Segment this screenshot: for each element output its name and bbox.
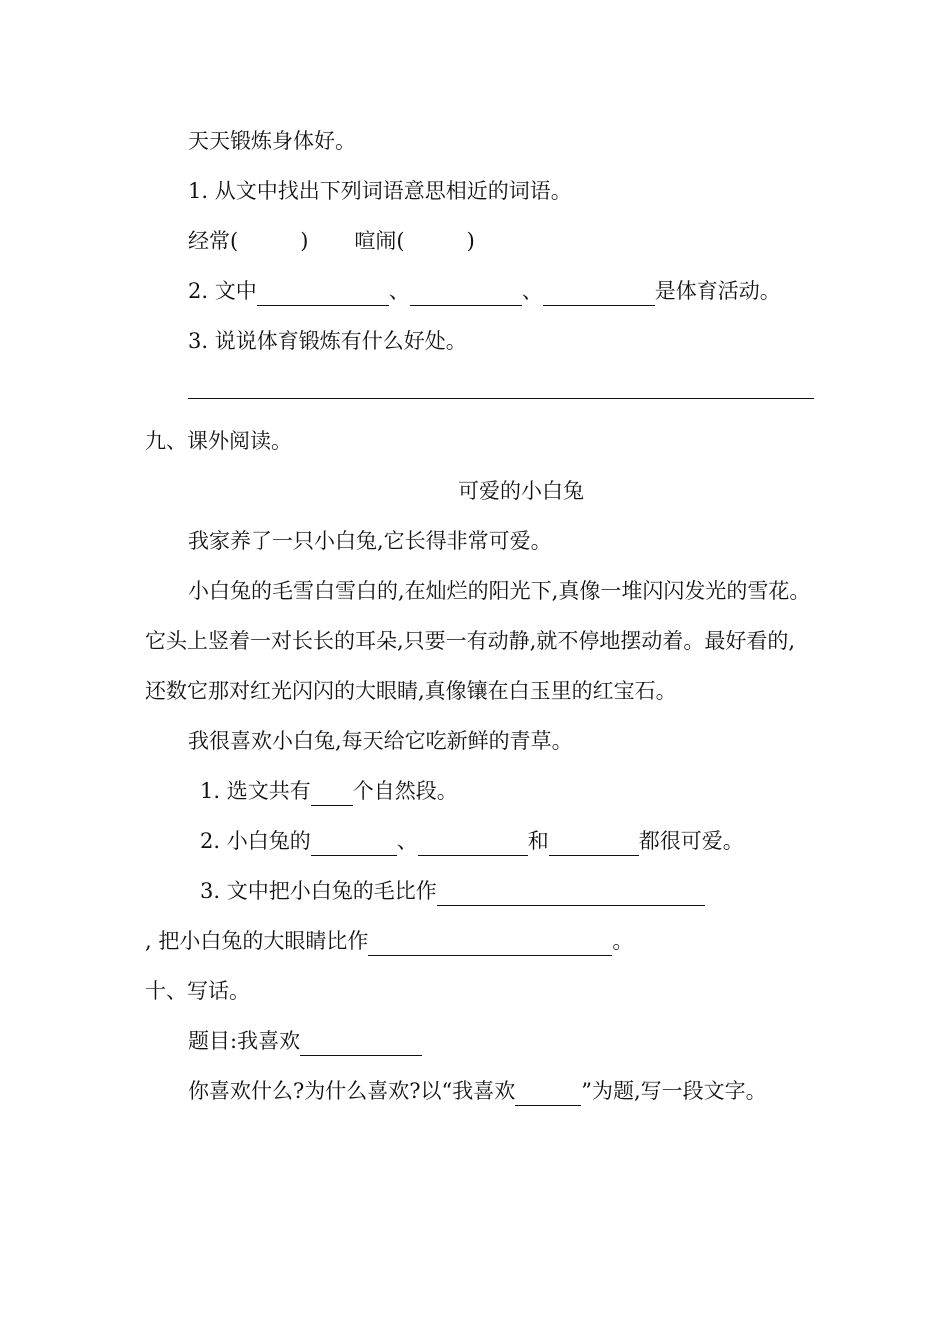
answer-blank[interactable]	[437, 883, 705, 906]
answer-blank[interactable]	[311, 833, 397, 856]
writing-prompt	[188, 1076, 767, 1106]
question-prefix: , 把小白兔的大眼睛比作	[145, 929, 369, 953]
passage-paragraph-2-line-2: 它头上竖着一对长长的耳朵,只要一有动静,就不停地摆动着。最好看的,	[145, 629, 796, 653]
answer-blank[interactable]	[300, 1033, 422, 1056]
question-8-3: 3. 说说体育锻炼有什么好处。	[188, 329, 467, 353]
section-10-heading: 十、写话。	[145, 979, 250, 1003]
word-jingchang: 经常(	[188, 229, 239, 253]
bracket-close: )	[300, 229, 309, 253]
question-suffix: 是体育活动。	[654, 279, 781, 303]
separator: 、	[521, 279, 543, 303]
section-9-heading: 九、课外阅读。	[145, 429, 292, 453]
separator: 、	[396, 829, 418, 853]
question-9-1	[200, 776, 458, 806]
answer-blank[interactable]	[418, 833, 528, 856]
writing-topic	[188, 1026, 422, 1056]
question-8-1-words	[188, 226, 475, 256]
bracket-close: )	[466, 229, 475, 253]
prompt-prefix: 你喜欢什么?为什么喜欢?以“我喜欢	[188, 1079, 516, 1103]
question-9-2	[200, 826, 744, 856]
conjunction: 和	[527, 829, 549, 853]
question-suffix: 都很可爱。	[638, 829, 744, 853]
answer-blank[interactable]	[410, 283, 522, 306]
answer-blank[interactable]	[368, 933, 612, 956]
answer-blank[interactable]	[257, 283, 389, 306]
passage-title: 可爱的小白兔	[458, 479, 584, 503]
passage-paragraph-2-line-3: 还数它那对红光闪闪的大眼睛,真像镶在白玉里的红宝石。	[145, 679, 677, 703]
question-prefix: 3. 文中把小白兔的毛比作	[200, 879, 437, 903]
answer-blank[interactable]	[543, 283, 655, 306]
passage-paragraph-1: 我家养了一只小白兔,它长得非常可爱。	[188, 529, 552, 553]
question-suffix: 个自然段。	[352, 779, 458, 803]
question-suffix: 。	[612, 929, 634, 953]
answer-line[interactable]	[188, 398, 814, 399]
question-9-3	[200, 876, 705, 906]
answer-blank[interactable]	[311, 783, 353, 806]
question-prefix: 2. 小白兔的	[200, 829, 311, 853]
question-8-2	[188, 276, 781, 306]
question-9-3-continued	[145, 926, 633, 956]
prompt-suffix: ”为题,写一段文字。	[581, 1079, 767, 1103]
separator: 、	[388, 279, 410, 303]
passage-paragraph-2-line-1: 小白兔的毛雪白雪白的,在灿烂的阳光下,真像一堆闪闪发光的雪花。	[188, 579, 811, 603]
answer-blank[interactable]	[549, 833, 639, 856]
answer-blank[interactable]	[515, 1083, 581, 1106]
poem-last-line: 天天锻炼身体好。	[188, 129, 356, 153]
passage-paragraph-3: 我很喜欢小白兔,每天给它吃新鲜的青草。	[188, 729, 573, 753]
question-prefix: 1. 选文共有	[200, 779, 311, 803]
question-prefix: 2. 文中	[188, 279, 257, 303]
word-xuannao: 喧闹(	[354, 229, 405, 253]
question-8-1: 1. 从文中找出下列词语意思相近的词语。	[188, 179, 572, 203]
topic-prefix: 题目:我喜欢	[188, 1029, 301, 1053]
